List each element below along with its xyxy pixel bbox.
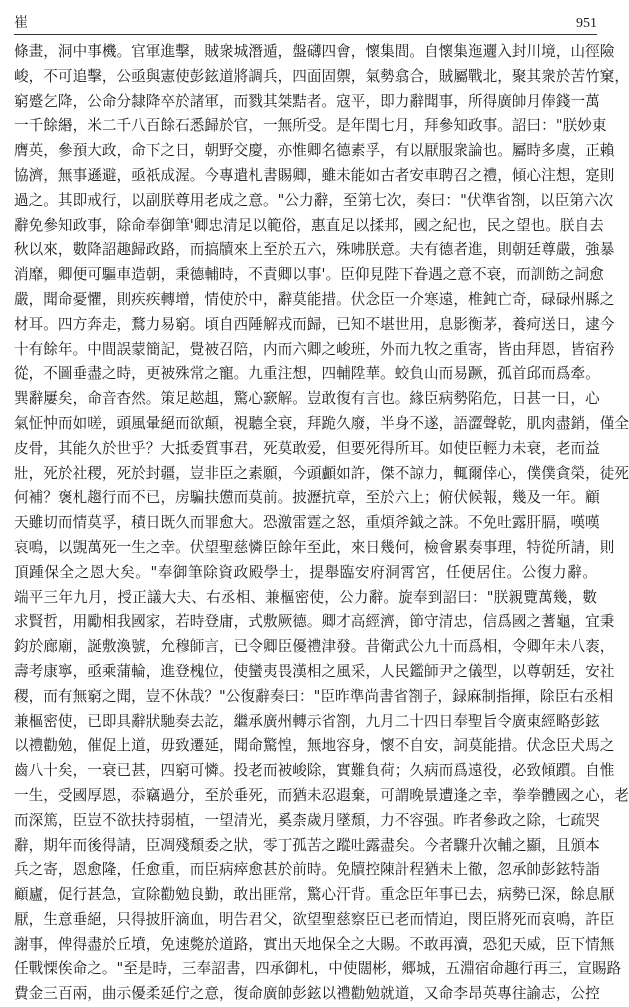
text-line: 消靡，卿便可驅車造朝，秉德輔時，不責卿以事'。臣仰見陛下眷遇之意不衰，而訓飭之詞愈 xyxy=(14,266,604,284)
page-number: 951 xyxy=(576,16,597,31)
text-line: 一生，受國厚恩，忝竊過分，至於垂死，而猶未忍遐棄，可謂晚景遭逢之幸，拳拳體國之心，老 xyxy=(14,786,629,804)
text-line: 協濟，無事遜避，亟祇成渥。今專遣札書賜卿，雖未能如古者安車聘召之禮，傾心注想，寔則 xyxy=(14,166,615,184)
text-line: 十有餘年。中間誤蒙簡記，覺被召陪，内而六卿之峻班，外而九牧之重寄，皆由拜恩，皆宿矜 xyxy=(14,340,615,358)
text-line: 嚴，聞命憂懼，則疾疾轉增，情使於中，辭莫能措。伏念臣一介寒遠，椎鈍亡奇，碌碌州縣之 xyxy=(14,290,615,308)
text-line: 費金三百兩，曲示優柔延佇之意，復命廣帥彭鉉以禮勸勉就道，又命李昂英專往諭志，公控 xyxy=(14,985,600,1003)
text-line: 以禮勸勉，催促上道，毋致遷延，聞命驚惶，無地容身，懷不自安，詞莫能措。伏念臣犬馬之 xyxy=(14,737,615,755)
text-line: 稷，而有無窮之聞，豈不休哉？"公復辭奏曰："臣昨準尚書省劄子，録麻制指揮，除臣右丞相 xyxy=(14,687,614,705)
text-line: 何補？褒札趨行而不已，房騙扶憊而莫前。披瀝抗章，至於六上；俯伏候報，幾及一年。顧 xyxy=(14,489,600,507)
text-line: 謝事，俾得盡於丘墳，免速斃於道路，實出天地保全之大賜。不敢再瀆，恐犯天威，臣下情無 xyxy=(14,935,615,953)
text-line: 秋以來，數降詔趣歸政路，而搞牘來上至於五六，殊咈朕意。夫有德者進，則朝廷尊嚴，強暴 xyxy=(14,241,615,259)
text-line: 求賢哲，用勵相我國家，若時登庸，式敷厥德。卿才高經濟，節守清忠，信爲國之蓍龜，宜秉 xyxy=(14,613,615,631)
text-line: 峻，不可追擊，公亟與憲使彭鉉道將調兵，四面固禦，氣勢翕合，賊屬戰北，聚其衆於苦竹窠， xyxy=(14,67,629,85)
text-line: 條畫，洞中事機。官軍進擊，賊衆城潛遁，盤礴四會，懷集間。自懷集迤邐入封川境，山徑險 xyxy=(14,43,615,60)
text-line: 膺英，參預大政，命下之日，朝野交慶，亦惟卿名德素孚，有以厭服衆論也。屬時多虞，正賴 xyxy=(14,142,615,160)
text-line: 而深篤，臣豈不欲扶持弱植，一望清光，奚柰歲月墜頹，力不容强。昨者參政之除，七疏哭 xyxy=(14,811,600,829)
text-line: 壽考康寧，亟乘蒲輪，進登槐位，使蠻夷畏漢相之風采，人民鑑師尹之儀型，以尊朝廷，安社 xyxy=(14,662,615,680)
text-line: 一千餘緡，米二千八百餘石悉歸於官，一無所受。是年閏七月，拜參知政事。詔曰："朕妙東 xyxy=(14,117,607,135)
text-line: 窮蹙乞降，公命分隸降卒於諸軍，而戮其桀黠者。寇平，即力辭聞事，所得廣帥月俸錢一萬 xyxy=(14,92,600,110)
text-line: 辭，期年而後得請，臣凋殘頹委之狀，零丁孤苦之蹤吐露盡矣。今者驟升次輔之顯，且頒本 xyxy=(14,836,600,854)
text-line: 端平三年九月，授正議大夫、右丞相、兼樞密使，公力辭。旋奉到詔曰："朕親覽萬幾，數 xyxy=(14,588,597,606)
text-line: 頂踵保全之恩大矣。"奉御筆除資政殿學士，提舉臨安府洞霄宮，任便居住。公復力辭。 xyxy=(14,563,597,581)
text-line: 鈞於廊廟，誕敷渙號，允穆師言，已令卿臣優禮津發。昔衛武公九十而爲相，令卿年未八袠， xyxy=(14,638,615,656)
text-line: 厭，生意垂絕，只得披肝滴血，明告君父，欲望聖慈察臣已老而情迫，閔臣將死而哀鳴，許臣 xyxy=(14,910,615,928)
text-line: 皮骨，其能久於世乎？大抵委質事君，死莫敢爱，但要死得所耳。如使臣輕力未衰，老而益 xyxy=(14,439,600,457)
text-line: 過之。其即戒行，以副朕尊用老成之意。"公力辭，至第七次，奏曰："伏準省劄，以臣第六次 xyxy=(14,191,614,209)
running-head: 崔 xyxy=(14,15,29,31)
text-line: 任戰慄俟命之。"至是時，三奉詔書，四承御札，中使闊彬，郷城，五淵宿命趣行再三，宣賜路 xyxy=(14,960,622,978)
text-line: 氣怔忡而如嗟，頭風暈絕而欲顛，視聽全衰，拜跪久廢，半身不遂，語澀聲乾，肌肉盡銷，僅全 xyxy=(14,414,629,432)
body-text xyxy=(14,40,629,1003)
page-header xyxy=(14,6,597,32)
text-line: 壯，死於社稷，死於封疆，豈非臣之素願，今頭顱如許，傑不諒力，輒爾倖心，僕僕貪榮，徒死 xyxy=(14,464,629,482)
text-line: 顧廬，促行甚急，宣除勸勉良勤，敢出匪常，驚心汗背。重念臣年事已去，病勢已深，餘息厭 xyxy=(14,886,615,904)
text-line: 天雖切而情莫孚，積日既久而罪愈大。恐激雷霆之怒，重煩斧鉞之誅。不免吐露肝膈，嘆嘆 xyxy=(14,514,600,532)
text-line: 哀鳴，以覬萬死一生之幸。伏望聖慈憐臣餘年至此，來日幾何，檢會累奏事理，特從所請，則 xyxy=(14,538,615,556)
text-line: 辭免參知政事，除命奉御筆'卿忠清足以範俗，惠直足以揉邦，國之紀也，民之望也。朕自去 xyxy=(14,216,604,234)
header-rule xyxy=(14,34,597,35)
text-line: 材耳。四方奔走，鶩力易窮。頃自西陲解戎而歸，已知不堪世用，息影衡茅，養疴送日，逮今 xyxy=(14,315,615,333)
text-line: 巽辭屢矣，命音杳然。策足趑趄，驚心窾解。豈敢復有言也。緣臣病勢陷危，日甚一日，心 xyxy=(14,390,600,408)
text-line: 兼樞密使，已即具辭狀馳奏去訖，繼承廣州轉示省劄，九月二十四日奉聖旨令廣東經略彭鉉 xyxy=(14,712,600,730)
text-line: 從，不圖垂盡之時，更被殊常之寵。九重注想，四輔陞華。蛟負山而易蹶，孤首邱而爲牽。 xyxy=(14,365,600,383)
text-line: 齒八十矣，一衰已甚，四窮可憐。投老而被峻除，實難負荷；久病而爲遠役，必致傾躓。自惟 xyxy=(14,762,615,780)
text-line: 兵之寄，恩愈隆，任愈重，而臣病瘁愈甚於前時。免牘控陳計程猶未上徹，忽承帥彭鉉特詣 xyxy=(14,861,600,879)
